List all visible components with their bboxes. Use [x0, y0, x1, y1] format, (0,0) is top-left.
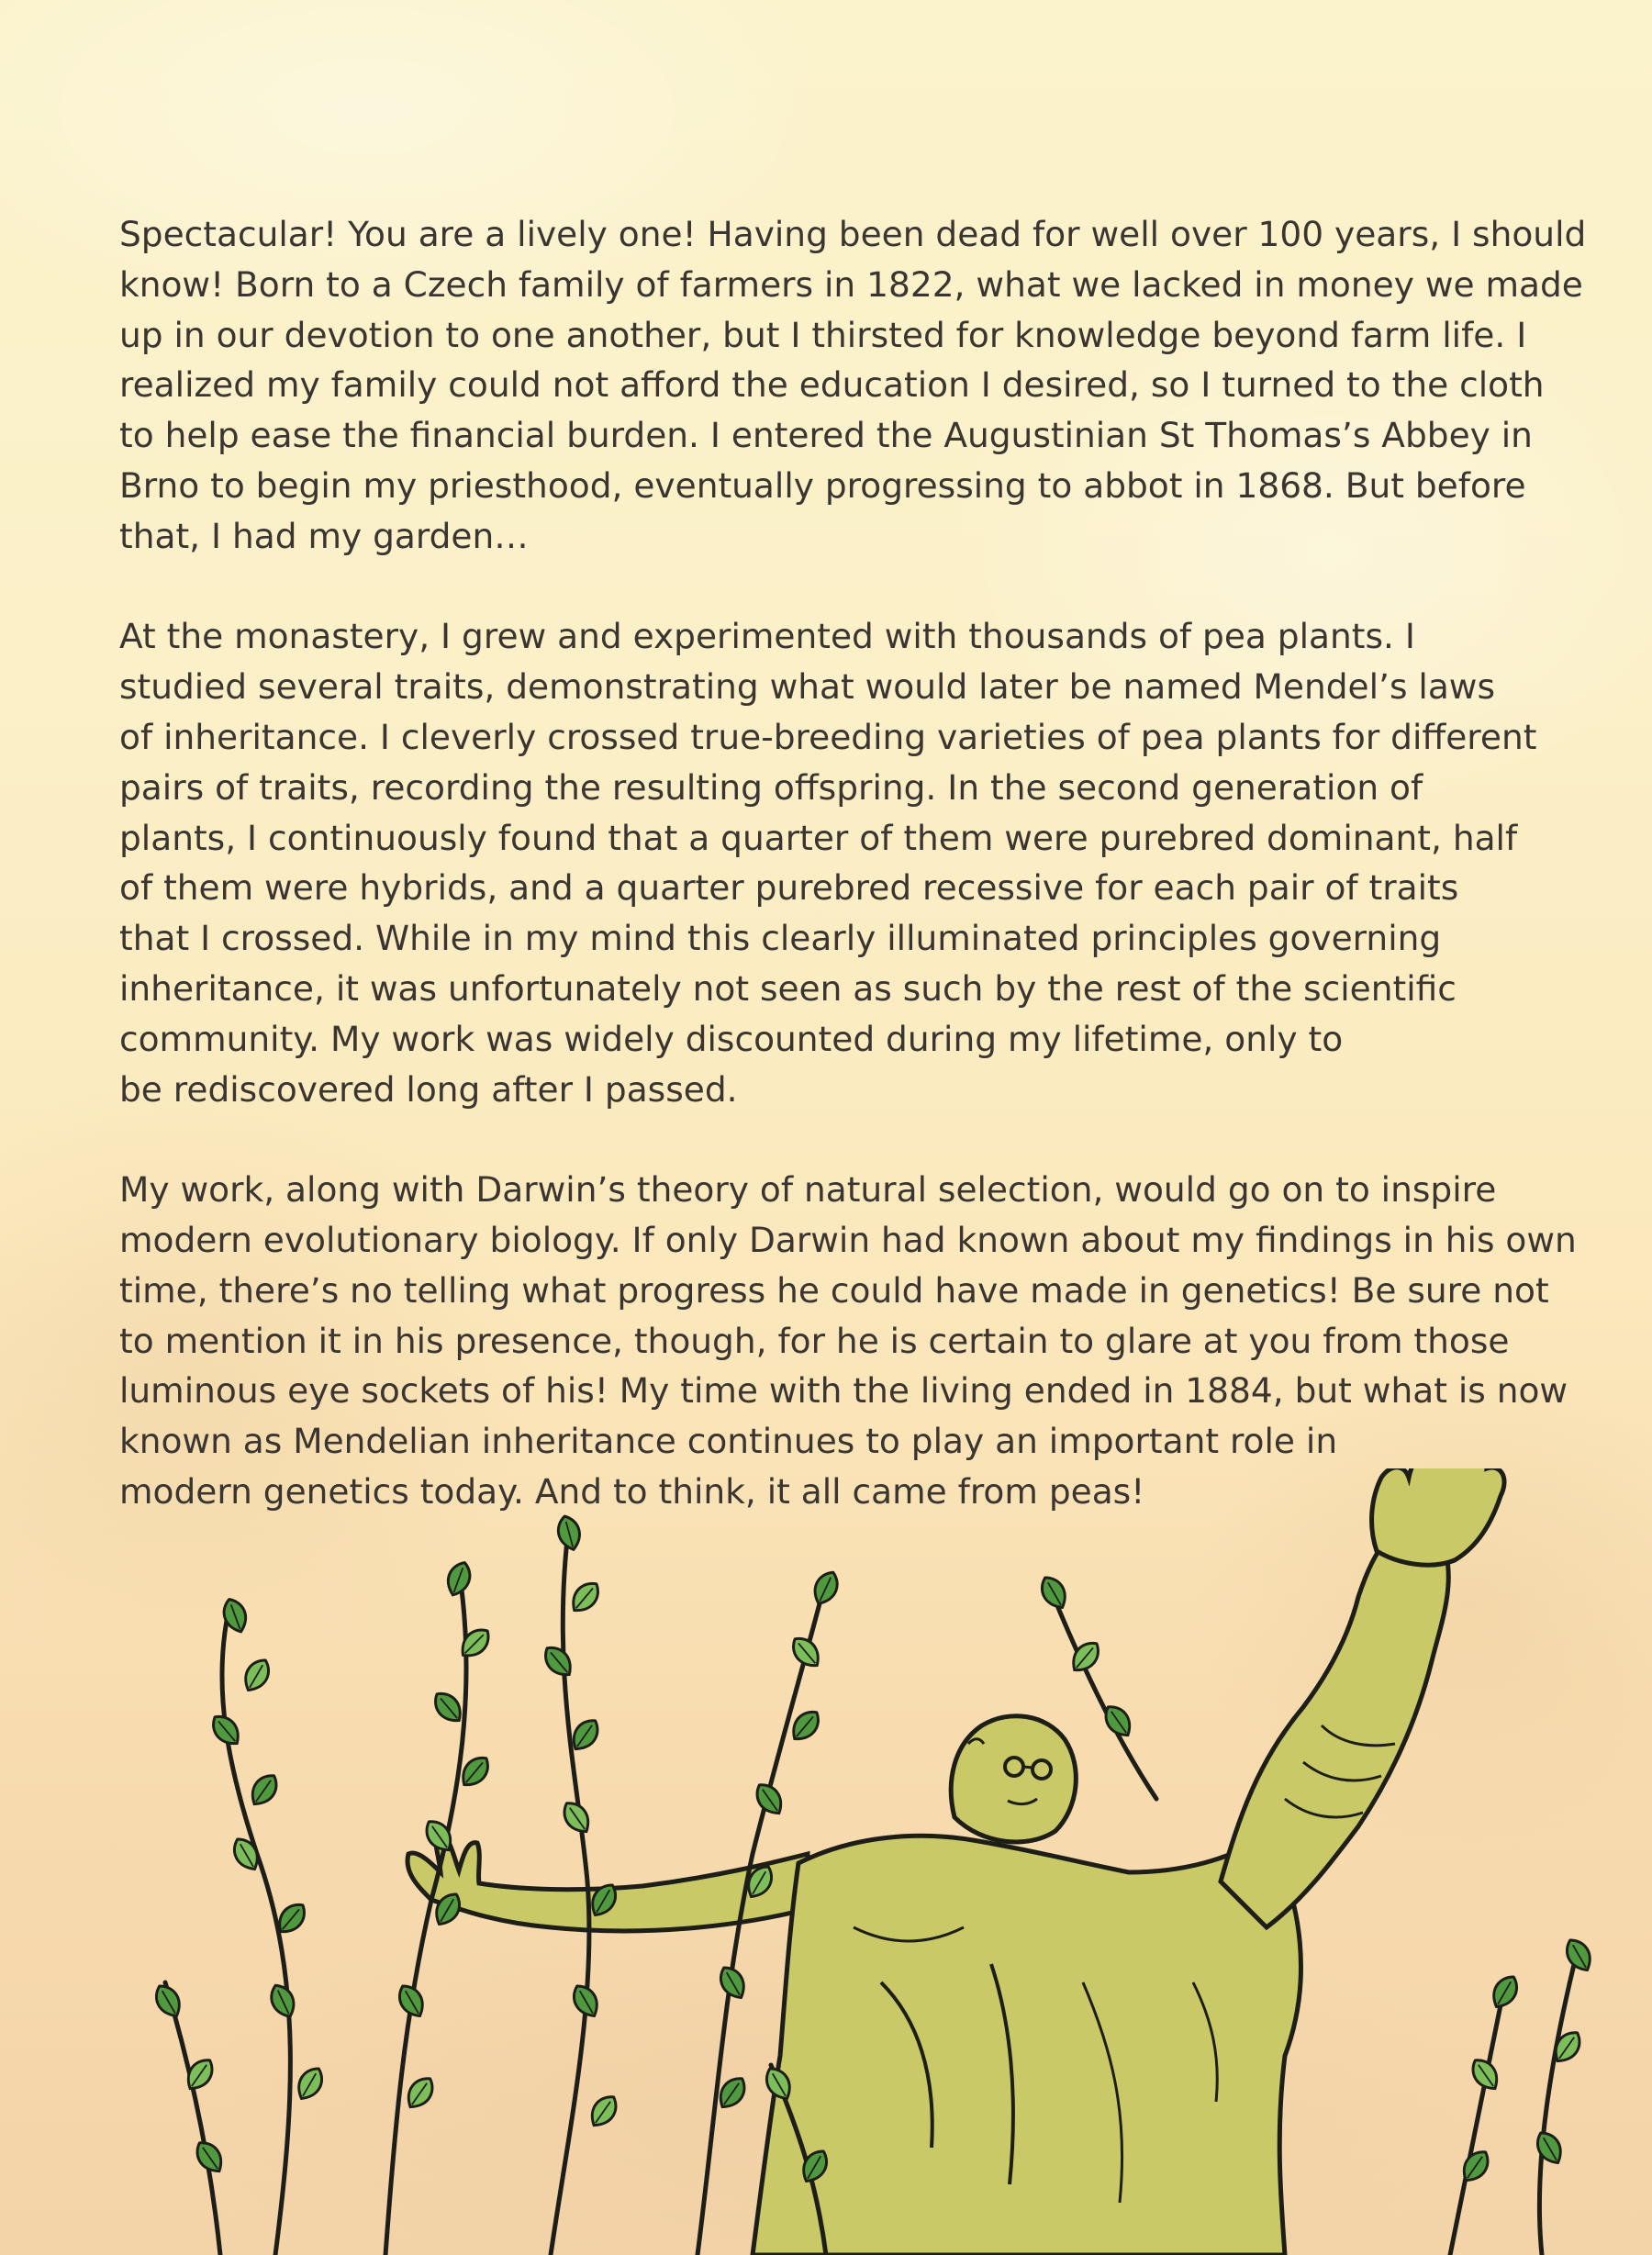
body-text	[119, 209, 1587, 1568]
text-line: studied several traits, demonstrating what would later be named Mendel’s laws	[119, 666, 1496, 708]
text-line: Spectacular! You are a lively one! Having been dead for well over 100 years, I should	[119, 214, 1587, 254]
text-line: known as Mendelian inheritance continues to play an important role in	[119, 1421, 1338, 1462]
text-line: of them were hybrids, and a quarter purebred recessive for each pair of traits	[119, 867, 1459, 909]
text-line: of inheritance. I cleverly crossed true-breeding varieties of pea plants for different	[119, 716, 1537, 757]
text-line: community. My work was widely discounted during my lifetime, only to	[119, 1018, 1344, 1059]
paragraph-intro	[119, 209, 1587, 562]
text-line: to mention it in his presence, though, for he is certain to glare at you from those	[119, 1320, 1510, 1361]
text-line: modern genetics today. And to think, it all came from peas!	[119, 1470, 1145, 1512]
text-line: that I crossed. While in my mind this clearly illuminated principles governing	[119, 918, 1442, 959]
text-line: Brno to begin my priesthood, eventually progressing to abbot in 1868. But before	[119, 464, 1526, 506]
ghost-figure	[407, 1468, 1504, 2255]
text-line: pairs of traits, recording the resulting offspring. In the second generation of	[119, 766, 1423, 808]
text-line: know! Born to a Czech family of farmers in 1822, what we lacked in money we made	[119, 263, 1583, 305]
text-line: My work, along with Darwin’s theory of natural selection, would go on to inspire	[119, 1169, 1497, 1211]
text-line: inheritance, it was unfortunately not seen as such by the rest of the scientific	[119, 967, 1457, 1009]
text-line: be rediscovered long after I passed.	[119, 1068, 738, 1110]
text-line: realized my family could not afford the education I desired, so I turned to the cloth	[119, 364, 1545, 406]
text-line: modern evolutionary biology. If only Darwin had known about my findings in his own	[119, 1219, 1577, 1260]
mendel-ghost-illustration	[0, 1468, 1652, 2255]
ghost-head	[951, 1716, 1076, 1842]
ghost-robe	[753, 1836, 1300, 2255]
paragraph-legacy	[119, 1165, 1577, 1517]
text-line: time, there’s no telling what progress he could have made in genetics! Be sure not	[119, 1269, 1549, 1311]
paragraph-monastery	[119, 611, 1551, 1114]
text-line: luminous eye sockets of his! My time with the living ended in 1884, but what is now	[119, 1370, 1568, 1412]
text-line: plants, I continuously found that a quarter of them were purebred dominant, half	[119, 817, 1518, 858]
text-line: up in our devotion to one another, but I thirsted for knowledge beyond farm life. I	[119, 314, 1527, 355]
text-line: At the monastery, I grew and experimented with thousands of pea plants. I	[119, 616, 1415, 657]
text-line: to help ease the financial burden. I entered the Augustinian St Thomas’s Abbey in	[119, 415, 1533, 456]
ghost-right-hand	[1372, 1468, 1504, 1565]
text-line: that, I had my garden…	[119, 515, 529, 556]
